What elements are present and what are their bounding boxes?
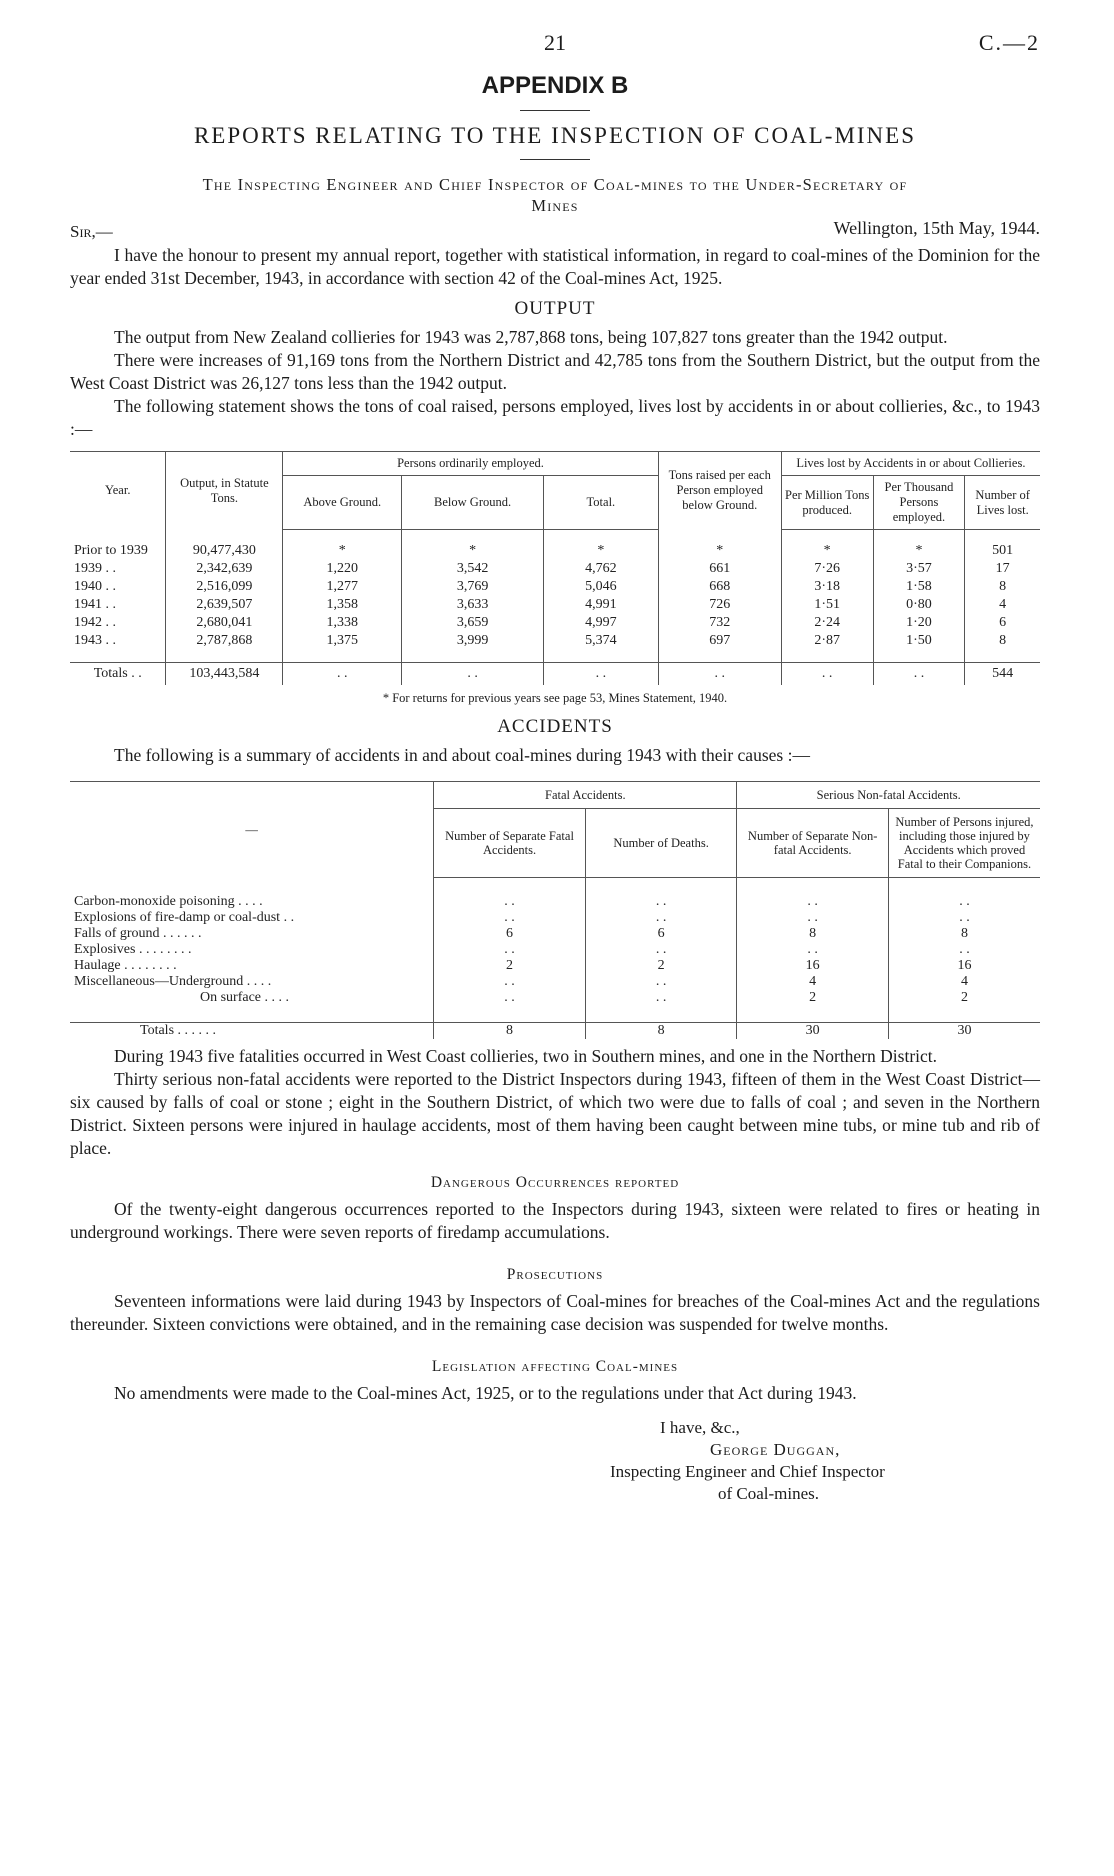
total-persons-injured: 30 [888,1023,1040,1040]
cell-cause: Falls of ground . . . . . . [74,926,202,941]
cell-year: 1943 . . [74,633,116,648]
address-line-1: The Inspecting Engineer and Chief Inspector of Coal-mines to the Under-Secretary of [202,175,908,194]
cell-per-thousand: 1·50 [873,632,965,650]
header-number-lives: Number of Lives lost. [965,476,1040,530]
table-row [70,560,1040,578]
totals-row [70,1023,1040,1040]
table-row [70,958,1040,974]
cell-per-million: 3·18 [781,578,873,596]
accidents-heading: ACCIDENTS [497,716,613,737]
cell-nonfatal-accidents: 16 [737,958,889,974]
cell-fatal-accidents: 2 [434,958,586,974]
cell-per-thousand: 1·58 [873,578,965,596]
cell-persons-injured: 4 [888,974,1040,990]
table-row [70,894,1040,910]
dangerous-occurrences-paragraph: Of the twenty-eight dangerous occurrences reported to the Inspectors during 1943, sixteen were related to fires or heating in underground workings. There were seven reports of firedamp accumulations. [70,1199,1040,1242]
cell-per-million: 2·87 [781,632,873,650]
total-tons-raised: . . [658,663,781,686]
cell-above-ground: 1,358 [283,596,402,614]
table-row [70,910,1040,926]
cell-total: 4,991 [544,596,659,614]
cell-cause: On surface . . . . [200,990,290,1005]
signatory-title-2: of Coal-mines. [718,1484,820,1503]
total-year: Totals . . [70,663,166,686]
total-fatal-accidents: 8 [434,1023,586,1040]
table-row [70,990,1040,1006]
page-header [70,30,1040,66]
cell-total: 5,374 [544,632,659,650]
table-row [70,974,1040,990]
cell-total: * [544,542,659,560]
cell-per-million: * [781,542,873,560]
cell-per-million: 7·26 [781,560,873,578]
cell-persons-injured: . . [888,942,1040,958]
output-paragraph-1: The output from New Zealand collieries for 1943 was 2,787,868 tons, being 107,827 tons greater than the 1942 output. [114,327,948,347]
page-number: 21 [544,30,566,55]
cell-total: 4,762 [544,560,659,578]
table-row [70,942,1040,958]
total-output: 103,443,584 [166,663,283,686]
cell-below-ground: * [402,542,544,560]
nonfatal-paragraph: Thirty serious non-fatal accidents were reported to the District Inspectors during 1943, fifteen of them in the West Coast District—six caused by falls of coal or stone ; eight in the Southern District, of which two were due to falls of coal ; and seven in the Northern District. Sixteen persons were injured in haulage accidents, most of them having been caught between mine tubs, or mine tub and rib of place. [70,1069,1040,1158]
cell-above-ground: 1,375 [283,632,402,650]
total-cause: Totals . . . . . . [70,1023,434,1040]
cell-fatal-accidents: . . [434,990,586,1006]
cell-output: 2,342,639 [166,560,283,578]
header-fatal-accidents: Fatal Accidents. [434,782,737,809]
cell-fatal-accidents: 6 [434,926,586,942]
cell-lives-lost: 4 [965,596,1040,614]
fatalities-paragraph: During 1943 five fatalities occurred in West Coast collieries, two in Southern mines, and one in the Northern District. [114,1046,938,1066]
address-line [70,174,1040,216]
cell-above-ground: 1,277 [283,578,402,596]
header-below-ground: Below Ground. [402,476,544,530]
cell-year: 1940 . . [74,579,116,594]
cell-persons-injured: 16 [888,958,1040,974]
table-row [70,596,1040,614]
cell-per-million: 1·51 [781,596,873,614]
cell-deaths: . . [585,942,737,958]
cell-cause: Explosions of fire-damp or coal-dust . . [74,910,295,925]
cell-below-ground: 3,769 [402,578,544,596]
cell-below-ground: 3,999 [402,632,544,650]
cell-output: 2,787,868 [166,632,283,650]
divider [520,159,590,160]
divider [520,110,590,111]
accidents-table [70,781,1040,1039]
cell-output: 90,477,430 [166,542,283,560]
table-row [70,632,1040,650]
total-nonfatal-accidents: 30 [737,1023,889,1040]
salutation: Sir,— [70,222,113,241]
accidents-intro: The following is a summary of accidents in and about coal-mines during 1943 with their causes :— [114,745,810,765]
signatory-title: Inspecting Engineer and Chief Inspector [610,1462,885,1481]
table-row [70,926,1040,942]
cell-above-ground: 1,338 [283,614,402,632]
signature-block [70,1417,1040,1527]
cell-persons-injured: 2 [888,990,1040,1006]
cell-deaths: . . [585,990,737,1006]
cell-per-thousand: 3·57 [873,560,965,578]
header-above-ground: Above Ground. [283,476,402,530]
reports-title: REPORTS RELATING TO THE INSPECTION OF COAL-MINES [193,123,917,148]
cell-above-ground: 1,220 [283,560,402,578]
header-deaths: Number of Deaths. [585,809,737,878]
cell-tons-raised: * [658,542,781,560]
cell-output: 2,516,099 [166,578,283,596]
total-deaths: 8 [585,1023,737,1040]
cell-lives-lost: 501 [965,542,1040,560]
header-output: Output, in Statute Tons. [166,452,283,530]
legislation-heading: Legislation affecting Coal-mines [431,1358,679,1375]
header-persons-employed: Persons ordinarily employed. [283,452,658,476]
table-footnote: * For returns for previous years see page 53, Mines Statement, 1940. [382,691,728,705]
prosecutions-heading: Prosecutions [506,1266,604,1283]
appendix-title: APPENDIX B [481,72,629,99]
cell-lives-lost: 6 [965,614,1040,632]
prosecutions-paragraph: Seventeen informations were laid during 1943 by Inspectors of Coal-mines for breaches of the Coal-mines Act and the regulations thereunder. Sixteen convictions were obtained, and in the remaining case decision was suspended for twelve months. [70,1291,1040,1334]
header-tons-raised: Tons raised per each Person employed below Ground. [658,452,781,530]
legislation-paragraph: No amendments were made to the Coal-mines Act, 1925, or to the regulations under that Act during 1943. [114,1383,857,1403]
header-per-million: Per Million Tons produced. [781,476,873,530]
cell-below-ground: 3,659 [402,614,544,632]
header-fatal-count: Number of Separate Fatal Accidents. [434,809,586,878]
table-row [70,578,1040,596]
total-per-thousand: . . [873,663,965,686]
cell-per-thousand: 1·20 [873,614,965,632]
cell-nonfatal-accidents: 4 [737,974,889,990]
cell-output: 2,680,041 [166,614,283,632]
cell-above-ground: * [283,542,402,560]
cell-year: 1941 . . [74,597,116,612]
cell-tons-raised: 732 [658,614,781,632]
cell-nonfatal-accidents: . . [737,942,889,958]
cell-tons-raised: 668 [658,578,781,596]
totals-row [70,663,1040,686]
output-heading: OUTPUT [514,298,596,319]
header-cause-dash: — [70,782,434,878]
cell-cause: Haulage . . . . . . . . [74,958,177,973]
salutation-row [70,218,1040,244]
cell-output: 2,639,507 [166,596,283,614]
cell-nonfatal-accidents: 8 [737,926,889,942]
cell-fatal-accidents: . . [434,942,586,958]
header-nonfatal-count: Number of Separate Non-fatal Accidents. [737,809,889,878]
cell-nonfatal-accidents: 2 [737,990,889,1006]
cell-lives-lost: 8 [965,632,1040,650]
cell-total: 5,046 [544,578,659,596]
cell-year: 1942 . . [74,615,116,630]
cell-cause: Explosives . . . . . . . . [74,942,192,957]
total-above-ground: . . [283,663,402,686]
cell-tons-raised: 661 [658,560,781,578]
intro-paragraph: I have the honour to present my annual report, together with statistical information, in regard to coal-mines of the Dominion for the year ended 31st December, 1943, in accordance with section 42 of the Coal-mines Act, 1925. [70,245,1040,288]
cell-year: Prior to 1939 [74,543,148,558]
cell-below-ground: 3,542 [402,560,544,578]
total-below-ground: . . [402,663,544,686]
cell-deaths: . . [585,974,737,990]
header-total: Total. [544,476,659,530]
output-paragraph-3: The following statement shows the tons of coal raised, persons employed, lives lost by accidents in or about collieries, &c., to 1943 :— [70,396,1040,439]
cell-nonfatal-accidents: . . [737,894,889,910]
cell-fatal-accidents: . . [434,894,586,910]
cell-total: 4,997 [544,614,659,632]
total-per-million: . . [781,663,873,686]
cell-tons-raised: 726 [658,596,781,614]
cell-deaths: 6 [585,926,737,942]
address-line-2: Mines [531,196,579,215]
cell-deaths: 2 [585,958,737,974]
cell-persons-injured: . . [888,894,1040,910]
header-serious-nonfatal: Serious Non-fatal Accidents. [737,782,1040,809]
cell-per-thousand: 0·80 [873,596,965,614]
cell-year: 1939 . . [74,561,116,576]
cell-below-ground: 3,633 [402,596,544,614]
document-reference: C.—2 [978,30,1040,55]
cell-deaths: . . [585,894,737,910]
closing: I have, &c., [660,1418,740,1437]
cell-lives-lost: 8 [965,578,1040,596]
cell-nonfatal-accidents: . . [737,910,889,926]
cell-fatal-accidents: . . [434,910,586,926]
header-year: Year. [70,452,166,530]
cell-tons-raised: 697 [658,632,781,650]
header-lives-lost-group: Lives lost by Accidents in or about Collieries. [781,452,1040,476]
total-total: . . [544,663,659,686]
cell-persons-injured: 8 [888,926,1040,942]
letter-date: Wellington, 15th May, 1944. [833,218,1040,238]
cell-cause: Carbon-monoxide poisoning . . . . [74,894,263,909]
table-row [70,614,1040,632]
header-persons-injured: Number of Persons injured, including those injured by Accidents which proved Fatal to their Companions. [888,809,1040,878]
cell-deaths: . . [585,910,737,926]
cell-cause: Miscellaneous—Underground . . . . [74,974,272,989]
signatory-name: George Duggan, [710,1440,841,1459]
dangerous-occurrences-heading: Dangerous Occurrences reported [430,1174,680,1191]
cell-lives-lost: 17 [965,560,1040,578]
cell-per-thousand: * [873,542,965,560]
table-row [70,542,1040,560]
output-paragraph-2: There were increases of 91,169 tons from the Northern District and 42,785 tons from the Southern District, but the output from the West Coast District was 26,127 tons less than the 1942 output. [70,350,1040,393]
document-page [70,30,1040,1527]
cell-fatal-accidents: . . [434,974,586,990]
cell-per-million: 2·24 [781,614,873,632]
total-lives-lost: 544 [965,663,1040,686]
header-per-thousand: Per Thousand Persons employed. [873,476,965,530]
cell-persons-injured: . . [888,910,1040,926]
output-statistics-table [70,451,1040,685]
